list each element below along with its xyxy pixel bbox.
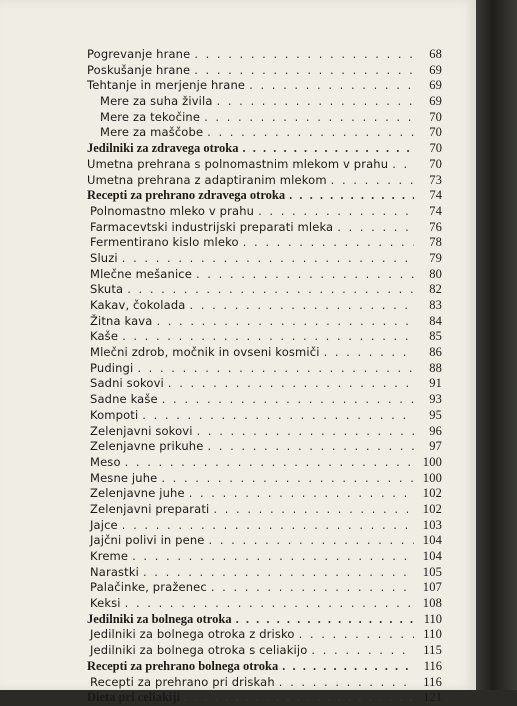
toc-entry <box>87 675 442 691</box>
dot-leader <box>194 47 414 63</box>
dot-leader <box>324 345 414 361</box>
dot-leader <box>236 612 414 628</box>
dot-leader <box>243 235 414 251</box>
toc-entry-title: Mlečne mešanice <box>90 266 192 281</box>
toc-entry-title: Meso <box>90 454 121 469</box>
toc-entry-title: Umetna prehrana z adaptiranim mlekom <box>87 172 327 187</box>
toc-entry-title: Mere za suha živila <box>100 94 213 109</box>
toc-entry-title: Sluzi <box>90 250 118 265</box>
toc-entry-page: 116 <box>423 674 442 689</box>
toc-entry <box>87 439 442 455</box>
toc-entry-title: Jajce <box>90 517 118 532</box>
dot-leader <box>125 455 414 471</box>
dot-leader <box>213 502 414 518</box>
toc-entry <box>87 329 442 345</box>
toc-entry-page: 104 <box>422 549 442 563</box>
toc-entry-page: 80 <box>429 266 442 281</box>
toc-entry <box>87 78 442 94</box>
table-of-contents <box>87 47 442 706</box>
toc-entry-page: 79 <box>429 250 442 265</box>
toc-entry <box>87 125 442 141</box>
toc-entry-page: 96 <box>429 423 442 438</box>
toc-entry-page: 97 <box>429 439 442 454</box>
dot-leader <box>122 329 414 345</box>
toc-entry-page: 70 <box>429 141 442 156</box>
dot-leader <box>168 376 414 392</box>
book-binding <box>476 0 517 690</box>
toc-entry-title: Žitna kava <box>90 313 153 328</box>
toc-entry-title: Umetna prehrana s polnomastnim mlekom v prahu <box>87 156 389 171</box>
dot-leader <box>137 361 414 377</box>
dot-leader <box>279 675 414 691</box>
toc-entry-title: Mesne juhe <box>90 470 158 485</box>
dot-leader <box>207 125 414 141</box>
toc-entry <box>87 251 442 267</box>
toc-entry <box>87 502 442 518</box>
toc-entry-title: Zelenjavni sokovi <box>90 423 193 438</box>
toc-entry-page: 91 <box>429 376 442 391</box>
toc-entry-page: 110 <box>423 627 442 642</box>
toc-entry <box>87 267 442 283</box>
toc-entry <box>87 580 442 596</box>
toc-entry-page: 95 <box>429 407 442 422</box>
toc-entry <box>87 361 442 377</box>
toc-entry-title: Farmacevtski industrijski preparati mleka <box>90 219 334 234</box>
dot-leader <box>125 596 414 612</box>
toc-entry <box>87 471 442 487</box>
toc-entry-title: Mlečni zdrob, močnik in ovseni kosmiči <box>90 345 320 360</box>
dot-leader <box>249 78 414 94</box>
dot-leader <box>132 549 414 565</box>
toc-entry <box>87 659 442 675</box>
toc-entry-title: Pudingi <box>90 360 134 375</box>
toc-entry <box>87 110 442 126</box>
toc-entry-page: 85 <box>429 329 442 344</box>
toc-entry-page: 70 <box>429 109 442 124</box>
toc-entry-title: Palačinke, praženec <box>90 580 207 595</box>
toc-entry <box>87 188 442 204</box>
toc-entry <box>87 643 442 659</box>
toc-entry-title: Mere za tekočine <box>100 109 201 124</box>
toc-entry-title: Recepti za prehrano pri driskah <box>90 674 275 689</box>
dot-leader <box>122 251 414 267</box>
toc-entry-title: Skuta <box>90 282 124 297</box>
toc-entry-page: 102 <box>422 486 442 501</box>
toc-entry-page: 100 <box>422 454 442 469</box>
dot-leader <box>194 63 414 79</box>
toc-entry-title: Zelenjavne juhe <box>90 486 185 501</box>
toc-entry-page: 105 <box>422 564 442 579</box>
toc-entry-title: Mere za maščobe <box>100 125 204 140</box>
dot-leader <box>204 110 414 126</box>
toc-entry-title: Jajčni polivi in pene <box>90 533 205 548</box>
toc-entry-page: 121 <box>423 690 442 705</box>
dot-leader <box>190 298 415 314</box>
toc-entry <box>87 157 442 173</box>
toc-entry-title: Jedilniki za zdravega otroka <box>87 141 239 156</box>
toc-entry-title: Recepti za prehrano zdravega otroka <box>87 188 286 203</box>
toc-entry-title: Kakav, čokolada <box>90 298 186 312</box>
toc-entry <box>87 612 442 628</box>
toc-entry-title: Narastki <box>90 564 139 579</box>
dot-leader <box>392 157 414 173</box>
toc-entry-page: 70 <box>429 156 442 171</box>
dot-leader <box>184 690 414 706</box>
toc-entry <box>87 455 442 471</box>
toc-entry-page: 84 <box>429 313 442 328</box>
dot-leader <box>156 314 414 330</box>
dot-leader <box>243 141 414 157</box>
toc-entry-title: Tehtanje in merjenje hrane <box>87 78 246 93</box>
dot-leader <box>299 627 414 643</box>
toc-entry-page: 116 <box>423 658 442 673</box>
toc-entry-title: Pogrevanje hrane <box>87 47 191 61</box>
toc-entry-title: Sadne kaše <box>90 392 158 407</box>
toc-entry <box>87 204 442 220</box>
toc-entry-title: Recepti za prehrano bolnega otroka <box>87 658 279 673</box>
toc-entry-title: Zelenjavni preparati <box>90 501 210 516</box>
toc-entry-page: 74 <box>429 188 442 203</box>
toc-entry-title: Keksi <box>90 596 121 611</box>
toc-entry-title: Kreme <box>90 549 129 563</box>
toc-entry <box>87 392 442 408</box>
toc-entry <box>87 173 442 189</box>
dot-leader <box>197 424 414 440</box>
dot-leader <box>189 486 414 502</box>
toc-entry <box>87 424 442 440</box>
toc-entry-page: 115 <box>423 643 442 658</box>
dot-leader <box>209 533 414 549</box>
dot-leader <box>127 282 414 298</box>
toc-entry <box>87 376 442 392</box>
toc-entry-page: 100 <box>422 470 442 485</box>
toc-entry <box>87 486 442 502</box>
toc-entry <box>87 282 442 298</box>
toc-entry-page: 76 <box>429 219 442 234</box>
toc-entry-title: Kaše <box>90 329 119 344</box>
toc-entry <box>87 690 442 706</box>
toc-entry-title: Zelenjavne prikuhe <box>90 439 204 454</box>
toc-entry-page: 102 <box>422 501 442 516</box>
toc-entry-page: 82 <box>429 282 442 297</box>
toc-entry <box>87 533 442 549</box>
dot-leader <box>207 439 414 455</box>
toc-entry <box>87 298 442 314</box>
toc-entry-title: Kompoti <box>90 407 139 422</box>
toc-entry <box>87 345 442 361</box>
dot-leader <box>337 220 414 236</box>
toc-entry-page: 78 <box>429 235 442 250</box>
dot-leader <box>161 471 414 487</box>
toc-entry-page: 68 <box>429 47 442 61</box>
toc-entry <box>87 235 442 251</box>
toc-entry-page: 70 <box>429 125 442 140</box>
toc-entry-title: Fermentirano kislo mleko <box>90 235 239 250</box>
toc-entry-page: 83 <box>429 298 442 312</box>
dot-leader <box>142 408 414 424</box>
toc-entry <box>87 141 442 157</box>
toc-entry-page: 88 <box>429 360 442 375</box>
toc-entry-page: 93 <box>429 392 442 407</box>
dot-leader <box>211 580 414 596</box>
toc-entry <box>87 94 442 110</box>
toc-entry-page: 108 <box>422 596 442 611</box>
toc-entry-page: 69 <box>429 78 442 93</box>
toc-entry <box>87 627 442 643</box>
toc-entry-page: 73 <box>429 172 442 187</box>
toc-entry-title: Polnomastno mleko v prahu <box>90 203 255 218</box>
dot-leader <box>162 392 414 408</box>
toc-entry-page: 69 <box>429 94 442 109</box>
toc-entry <box>87 549 442 565</box>
dot-leader <box>331 173 414 189</box>
dot-leader <box>143 565 414 581</box>
toc-entry-title: Jedilniki za bolnega otroka <box>87 611 232 626</box>
dot-leader <box>196 267 414 283</box>
dot-leader <box>122 518 414 534</box>
toc-entry-title: Dieta pri celiakiji <box>87 690 181 705</box>
toc-entry-page: 86 <box>429 345 442 360</box>
dot-leader <box>282 659 414 675</box>
dot-leader <box>258 204 414 220</box>
toc-entry <box>87 518 442 534</box>
dot-leader <box>217 94 414 110</box>
toc-entry-page: 104 <box>422 533 442 548</box>
toc-entry <box>87 220 442 236</box>
toc-entry <box>87 47 442 63</box>
toc-entry-page: 69 <box>429 62 442 77</box>
toc-entry-page: 110 <box>423 611 442 626</box>
dot-leader <box>289 188 414 204</box>
toc-entry <box>87 63 442 79</box>
toc-entry-title: Jedilniki za bolnega otroka s celiakijo <box>90 643 308 658</box>
toc-entry-title: Poskušanje hrane <box>87 62 191 77</box>
toc-entry-page: 103 <box>422 517 442 532</box>
toc-entry-title: Jedilniki za bolnega otroka z drisko <box>90 627 295 642</box>
toc-entry <box>87 565 442 581</box>
toc-entry-page: 107 <box>422 580 442 595</box>
toc-entry-page: 74 <box>429 203 442 218</box>
dot-leader <box>311 643 414 659</box>
toc-entry <box>87 408 442 424</box>
toc-entry-title: Sadni sokovi <box>90 376 164 391</box>
toc-entry <box>87 314 442 330</box>
toc-entry <box>87 596 442 612</box>
